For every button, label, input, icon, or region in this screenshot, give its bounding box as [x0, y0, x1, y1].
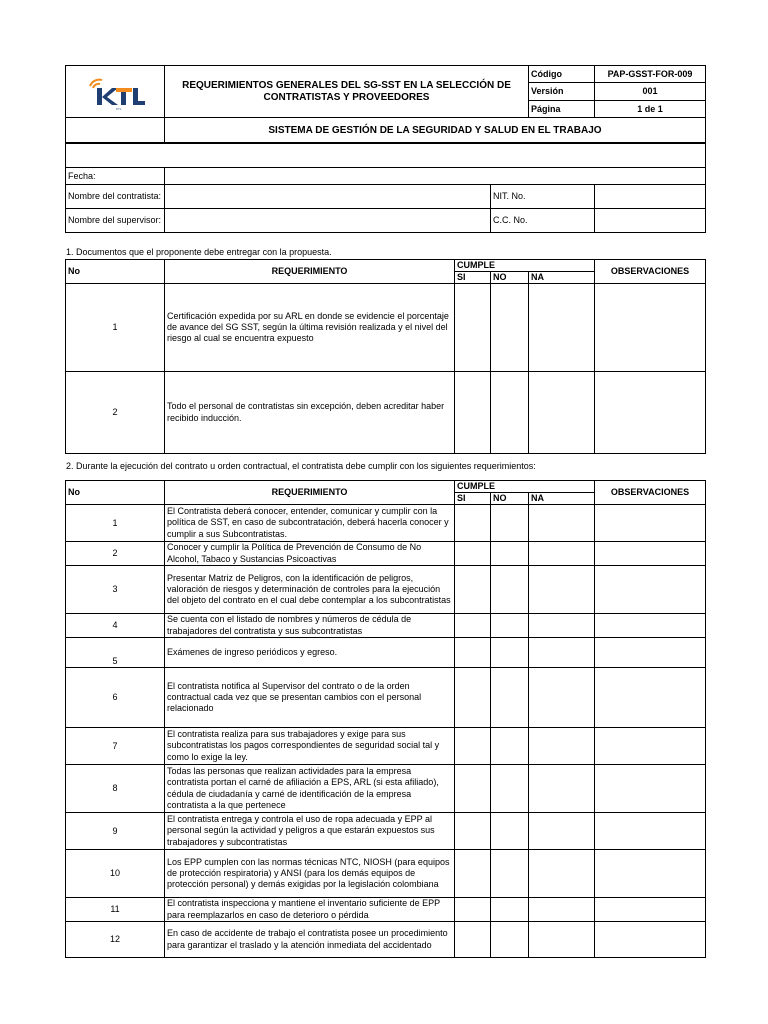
s1-col-req: REQUERIMIENTO — [165, 260, 455, 284]
table-row — [66, 372, 706, 454]
na-cell[interactable] — [529, 668, 595, 728]
obs-cell[interactable] — [595, 614, 706, 638]
row-number: 4 — [66, 614, 165, 638]
nit-field[interactable] — [595, 185, 706, 209]
s2-col-si: SI — [455, 493, 491, 505]
table-row — [66, 284, 706, 372]
si-cell[interactable] — [455, 668, 491, 728]
obs-cell[interactable] — [595, 898, 706, 922]
cc-field[interactable] — [595, 209, 706, 233]
supervisor-field[interactable] — [165, 209, 491, 233]
si-cell[interactable] — [455, 566, 491, 614]
no-cell[interactable] — [491, 372, 529, 454]
si-cell[interactable] — [455, 922, 491, 958]
s2-col-no: No — [66, 481, 165, 505]
section1-title: 1. Documentos que el proponente debe entregar con la propuesta. — [66, 247, 332, 257]
obs-cell[interactable] — [595, 765, 706, 813]
no-cell[interactable] — [491, 614, 529, 638]
document-title: REQUERIMIENTOS GENERALES DEL SG-SST EN LA SELECCIÓN DE CONTRATISTAS Y PROVEEDORES — [165, 66, 529, 118]
na-cell[interactable] — [529, 542, 595, 566]
nit-label: NIT. No. — [491, 185, 595, 209]
table-row — [66, 638, 706, 668]
si-cell[interactable] — [455, 728, 491, 765]
row-number: 12 — [66, 922, 165, 958]
row-number: 7 — [66, 728, 165, 765]
no-cell[interactable] — [491, 850, 529, 898]
row-requirement: El contratista inspecciona y mantiene el inventario suficiente de EPP para reemplazarlos en caso de deterioro o pérdida — [165, 898, 455, 922]
codigo-value: PAP-GSST-FOR-009 — [595, 66, 706, 83]
row-number: 5 — [66, 638, 165, 668]
si-cell[interactable] — [455, 638, 491, 668]
row-number: 3 — [66, 566, 165, 614]
obs-cell[interactable] — [595, 850, 706, 898]
row-requirement: El contratista entrega y controla el uso de ropa adecuada y EPP al personal según la actividad y peligros a que estarán expuestos sus trabajadores y subcontratistas — [165, 813, 455, 850]
info-table — [65, 142, 706, 233]
obs-cell[interactable] — [595, 566, 706, 614]
row-requirement: Los EPP cumplen con las normas técnicas NTC, NIOSH (para equipos de protección respiratoria) y ANSI (para los demás equipos de protección personal) y demás exigidas por la legislación colombiana — [165, 850, 455, 898]
obs-cell[interactable] — [595, 922, 706, 958]
pagina-label: Página — [529, 101, 595, 118]
na-cell[interactable] — [529, 850, 595, 898]
table-row — [66, 728, 706, 765]
ktl-logo-icon — [80, 72, 150, 112]
na-cell[interactable] — [529, 922, 595, 958]
s2-col-req: REQUERIMIENTO — [165, 481, 455, 505]
s2-col-obs: OBSERVACIONES — [595, 481, 706, 505]
section1-table — [65, 259, 706, 454]
si-cell[interactable] — [455, 898, 491, 922]
si-cell[interactable] — [455, 372, 491, 454]
na-cell[interactable] — [529, 372, 595, 454]
row-requirement: Exámenes de ingreso periódicos y egreso. — [165, 638, 455, 668]
row-requirement: Certificación expedida por su ARL en donde se evidencie el porcentaje de avance del SG SST, según la última revisión realizada y el nivel del riesgo al cual se encuentra expuesto — [165, 284, 455, 372]
s2-col-no2: NO — [491, 493, 529, 505]
s1-col-cumple: CUMPLE — [455, 260, 595, 272]
header-table — [65, 65, 706, 144]
row-number: 9 — [66, 813, 165, 850]
table-row — [66, 542, 706, 566]
row-requirement: En caso de accidente de trabajo el contratista posee un procedimiento para garantizar el traslado y la atención inmediata del accidentado — [165, 922, 455, 958]
s1-col-no: No — [66, 260, 165, 284]
obs-cell[interactable] — [595, 638, 706, 668]
row-number: 2 — [66, 542, 165, 566]
obs-cell[interactable] — [595, 542, 706, 566]
fecha-label: Fecha: — [66, 168, 165, 185]
table-row — [66, 505, 706, 542]
document-subtitle: SISTEMA DE GESTIÓN DE LA SEGURIDAD Y SALUD EN EL TRABAJO — [165, 118, 706, 144]
s1-col-na: NA — [529, 272, 595, 284]
row-requirement: Todo el personal de contratistas sin excepción, deben acreditar haber recibido inducción. — [165, 372, 455, 454]
s1-col-no2: NO — [491, 272, 529, 284]
cc-label: C.C. No. — [491, 209, 595, 233]
no-cell[interactable] — [491, 668, 529, 728]
no-cell[interactable] — [491, 898, 529, 922]
row-number: 1 — [66, 505, 165, 542]
table-row — [66, 668, 706, 728]
na-cell[interactable] — [529, 728, 595, 765]
no-cell[interactable] — [491, 728, 529, 765]
row-requirement: Presentar Matriz de Peligros, con la identificación de peligros, valoración de riesgos y determinación de controles para la ejecución del objeto del contrato en el cual debe contemplar a los subcontratistas — [165, 566, 455, 614]
row-number: 1 — [66, 284, 165, 372]
section2-title: 2. Durante la ejecución del contrato u orden contractual, el contratista debe cumplir con los siguientes requerimientos: — [66, 461, 536, 471]
si-cell[interactable] — [455, 505, 491, 542]
logo-cell — [66, 66, 165, 118]
na-cell[interactable] — [529, 765, 595, 813]
na-cell[interactable] — [529, 614, 595, 638]
row-number: 8 — [66, 765, 165, 813]
na-cell[interactable] — [529, 638, 595, 668]
row-requirement: El contratista realiza para sus trabajadores y exige para sus subcontratistas los pagos correspondientes de seguridad social tal y como lo exige la ley. — [165, 728, 455, 765]
row-number: 6 — [66, 668, 165, 728]
version-value: 001 — [595, 83, 706, 101]
no-cell[interactable] — [491, 542, 529, 566]
s2-col-na: NA — [529, 493, 595, 505]
blank-row — [66, 143, 706, 168]
no-cell[interactable] — [491, 284, 529, 372]
si-cell[interactable] — [455, 765, 491, 813]
row-requirement: Conocer y cumplir la Política de Prevención de Consumo de No Alcohol, Tabaco y Sustancias Psicoactivas — [165, 542, 455, 566]
s1-col-obs: OBSERVACIONES — [595, 260, 706, 284]
si-cell[interactable] — [455, 542, 491, 566]
version-label: Versión — [529, 83, 595, 101]
contratista-field[interactable] — [165, 185, 491, 209]
table-row — [66, 813, 706, 850]
obs-cell[interactable] — [595, 728, 706, 765]
na-cell[interactable] — [529, 284, 595, 372]
na-cell[interactable] — [529, 898, 595, 922]
si-cell[interactable] — [455, 614, 491, 638]
no-cell[interactable] — [491, 505, 529, 542]
si-cell[interactable] — [455, 813, 491, 850]
table-row — [66, 765, 706, 813]
pagina-value: 1 de 1 — [595, 101, 706, 118]
s1-col-si: SI — [455, 272, 491, 284]
obs-cell[interactable] — [595, 813, 706, 850]
obs-cell[interactable] — [595, 284, 706, 372]
si-cell[interactable] — [455, 284, 491, 372]
na-cell[interactable] — [529, 566, 595, 614]
no-cell[interactable] — [491, 638, 529, 668]
table-row — [66, 614, 706, 638]
obs-cell[interactable] — [595, 372, 706, 454]
codigo-label: Código — [529, 66, 595, 83]
obs-cell[interactable] — [595, 505, 706, 542]
contratista-label: Nombre del contratista: — [66, 185, 165, 209]
row-requirement: Se cuenta con el listado de nombres y números de cédula de trabajadores del contratista y sus subcontratistas — [165, 614, 455, 638]
na-cell[interactable] — [529, 505, 595, 542]
svg-text:KTL: KTL — [116, 106, 122, 111]
row-requirement: El contratista notifica al Supervisor del contrato o de la orden contractual cada vez que se presentan cambios con el personal relacionado — [165, 668, 455, 728]
empty-cell — [66, 118, 165, 144]
fecha-field[interactable] — [165, 168, 706, 185]
table-row — [66, 566, 706, 614]
no-cell[interactable] — [491, 765, 529, 813]
na-cell[interactable] — [529, 813, 595, 850]
si-cell[interactable] — [455, 850, 491, 898]
row-number: 11 — [66, 898, 165, 922]
row-requirement: El Contratista deberá conocer, entender, comunicar y cumplir con la política de SST, en caso de subcontratación, deberá hacerla conocer y cumplir a sus Subcontratistas. — [165, 505, 455, 542]
obs-cell[interactable] — [595, 668, 706, 728]
company-logo — [68, 72, 162, 112]
row-requirement: Todas las personas que realizan actividades para la empresa contratista portan el carné de afiliación a EPS, ARL (si esta afiliado), cédula de ciudadanía y carné de identificación de la empresa contratista a la que pertenece — [165, 765, 455, 813]
section2-table — [65, 480, 706, 958]
table-row — [66, 922, 706, 958]
table-row — [66, 898, 706, 922]
row-number: 10 — [66, 850, 165, 898]
no-cell[interactable] — [491, 566, 529, 614]
s2-col-cumple: CUMPLE — [455, 481, 595, 493]
no-cell[interactable] — [491, 813, 529, 850]
supervisor-label: Nombre del supervisor: — [66, 209, 165, 233]
row-number: 2 — [66, 372, 165, 454]
no-cell[interactable] — [491, 922, 529, 958]
table-row — [66, 850, 706, 898]
